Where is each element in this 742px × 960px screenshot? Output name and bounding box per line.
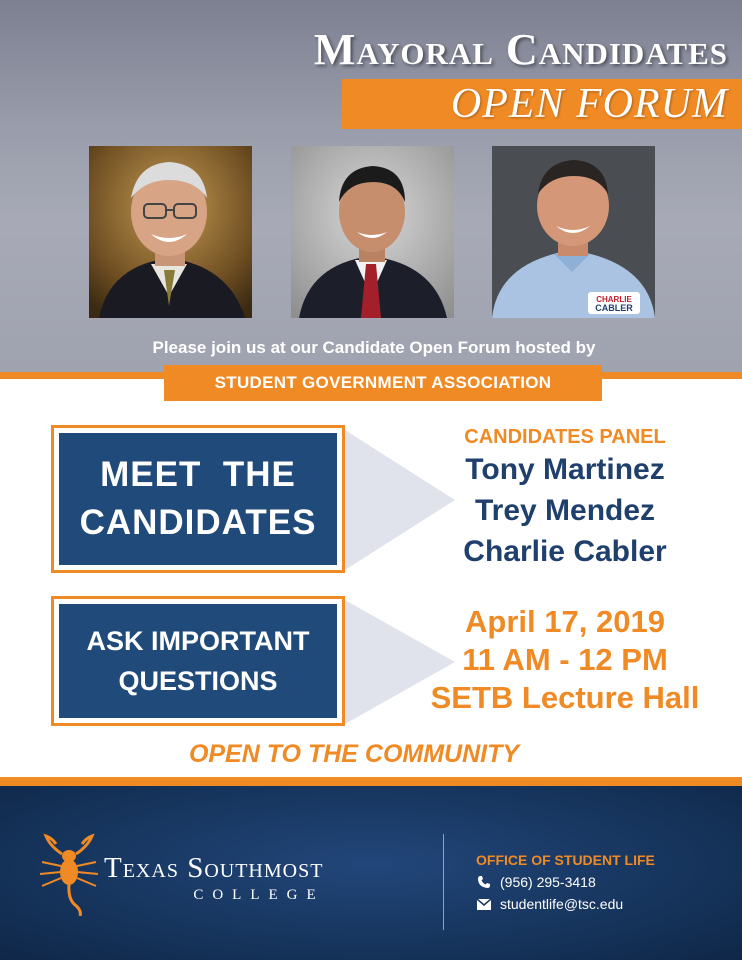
- candidate-portrait-icon: [291, 146, 454, 318]
- email-address[interactable]: studentlife@tsc.edu: [500, 896, 624, 912]
- footer-stripe: [0, 777, 742, 786]
- college-subtitle: COLLEGE: [193, 887, 325, 903]
- flyer-subtitle: OPEN FORUM: [450, 81, 728, 127]
- candidate-photo-1: [89, 146, 252, 318]
- event-location: SETB Lecture Hall: [430, 680, 700, 715]
- shirt-logo-line1: CHARLIE: [596, 295, 632, 304]
- event-time: 11 AM - 12 PM: [462, 642, 668, 677]
- college-name: Texas Southmost: [104, 852, 324, 884]
- office-heading: OFFICE OF STUDENT LIFE: [476, 852, 655, 868]
- host-banner: STUDENT GOVERNMENT ASSOCIATION: [164, 365, 602, 401]
- candidate-name: Trey Mendez: [474, 494, 656, 527]
- candidate-name: Charlie Cabler: [463, 535, 667, 568]
- candidate-portrait-icon: [89, 146, 252, 318]
- candidate-name: Tony Martinez: [465, 453, 665, 486]
- invitation-text: Please join us at our Candidate Open Forum hosted by: [152, 338, 596, 357]
- phone-number[interactable]: (956) 295-3418: [500, 874, 596, 890]
- envelope-icon: [476, 896, 492, 912]
- candidate-portrait-icon: [492, 146, 655, 318]
- scorpion-icon: [36, 832, 102, 916]
- ask-line-1: ASK IMPORTANT: [86, 626, 310, 656]
- panel-heading: CANDIDATES PANEL: [464, 426, 666, 448]
- meet-candidates-box: [51, 425, 345, 573]
- event-date: April 17, 2019: [465, 604, 665, 639]
- flyer-title: Mayoral Candidates: [313, 25, 728, 74]
- ask-line-2: QUESTIONS: [118, 666, 278, 696]
- candidate-photo-3: [492, 146, 655, 318]
- community-tagline: OPEN TO THE COMMUNITY: [188, 740, 520, 768]
- phone-icon: [476, 874, 492, 890]
- footer-divider: [443, 834, 444, 930]
- shirt-logo-line2: CABLER: [595, 303, 633, 313]
- ask-questions-box: [51, 596, 345, 726]
- phone-row[interactable]: [476, 872, 716, 892]
- meet-line-1: MEET THE: [100, 455, 296, 494]
- email-row[interactable]: [476, 894, 716, 914]
- candidate-photo-2: [291, 146, 454, 318]
- meet-line-2: CANDIDATES: [79, 503, 317, 542]
